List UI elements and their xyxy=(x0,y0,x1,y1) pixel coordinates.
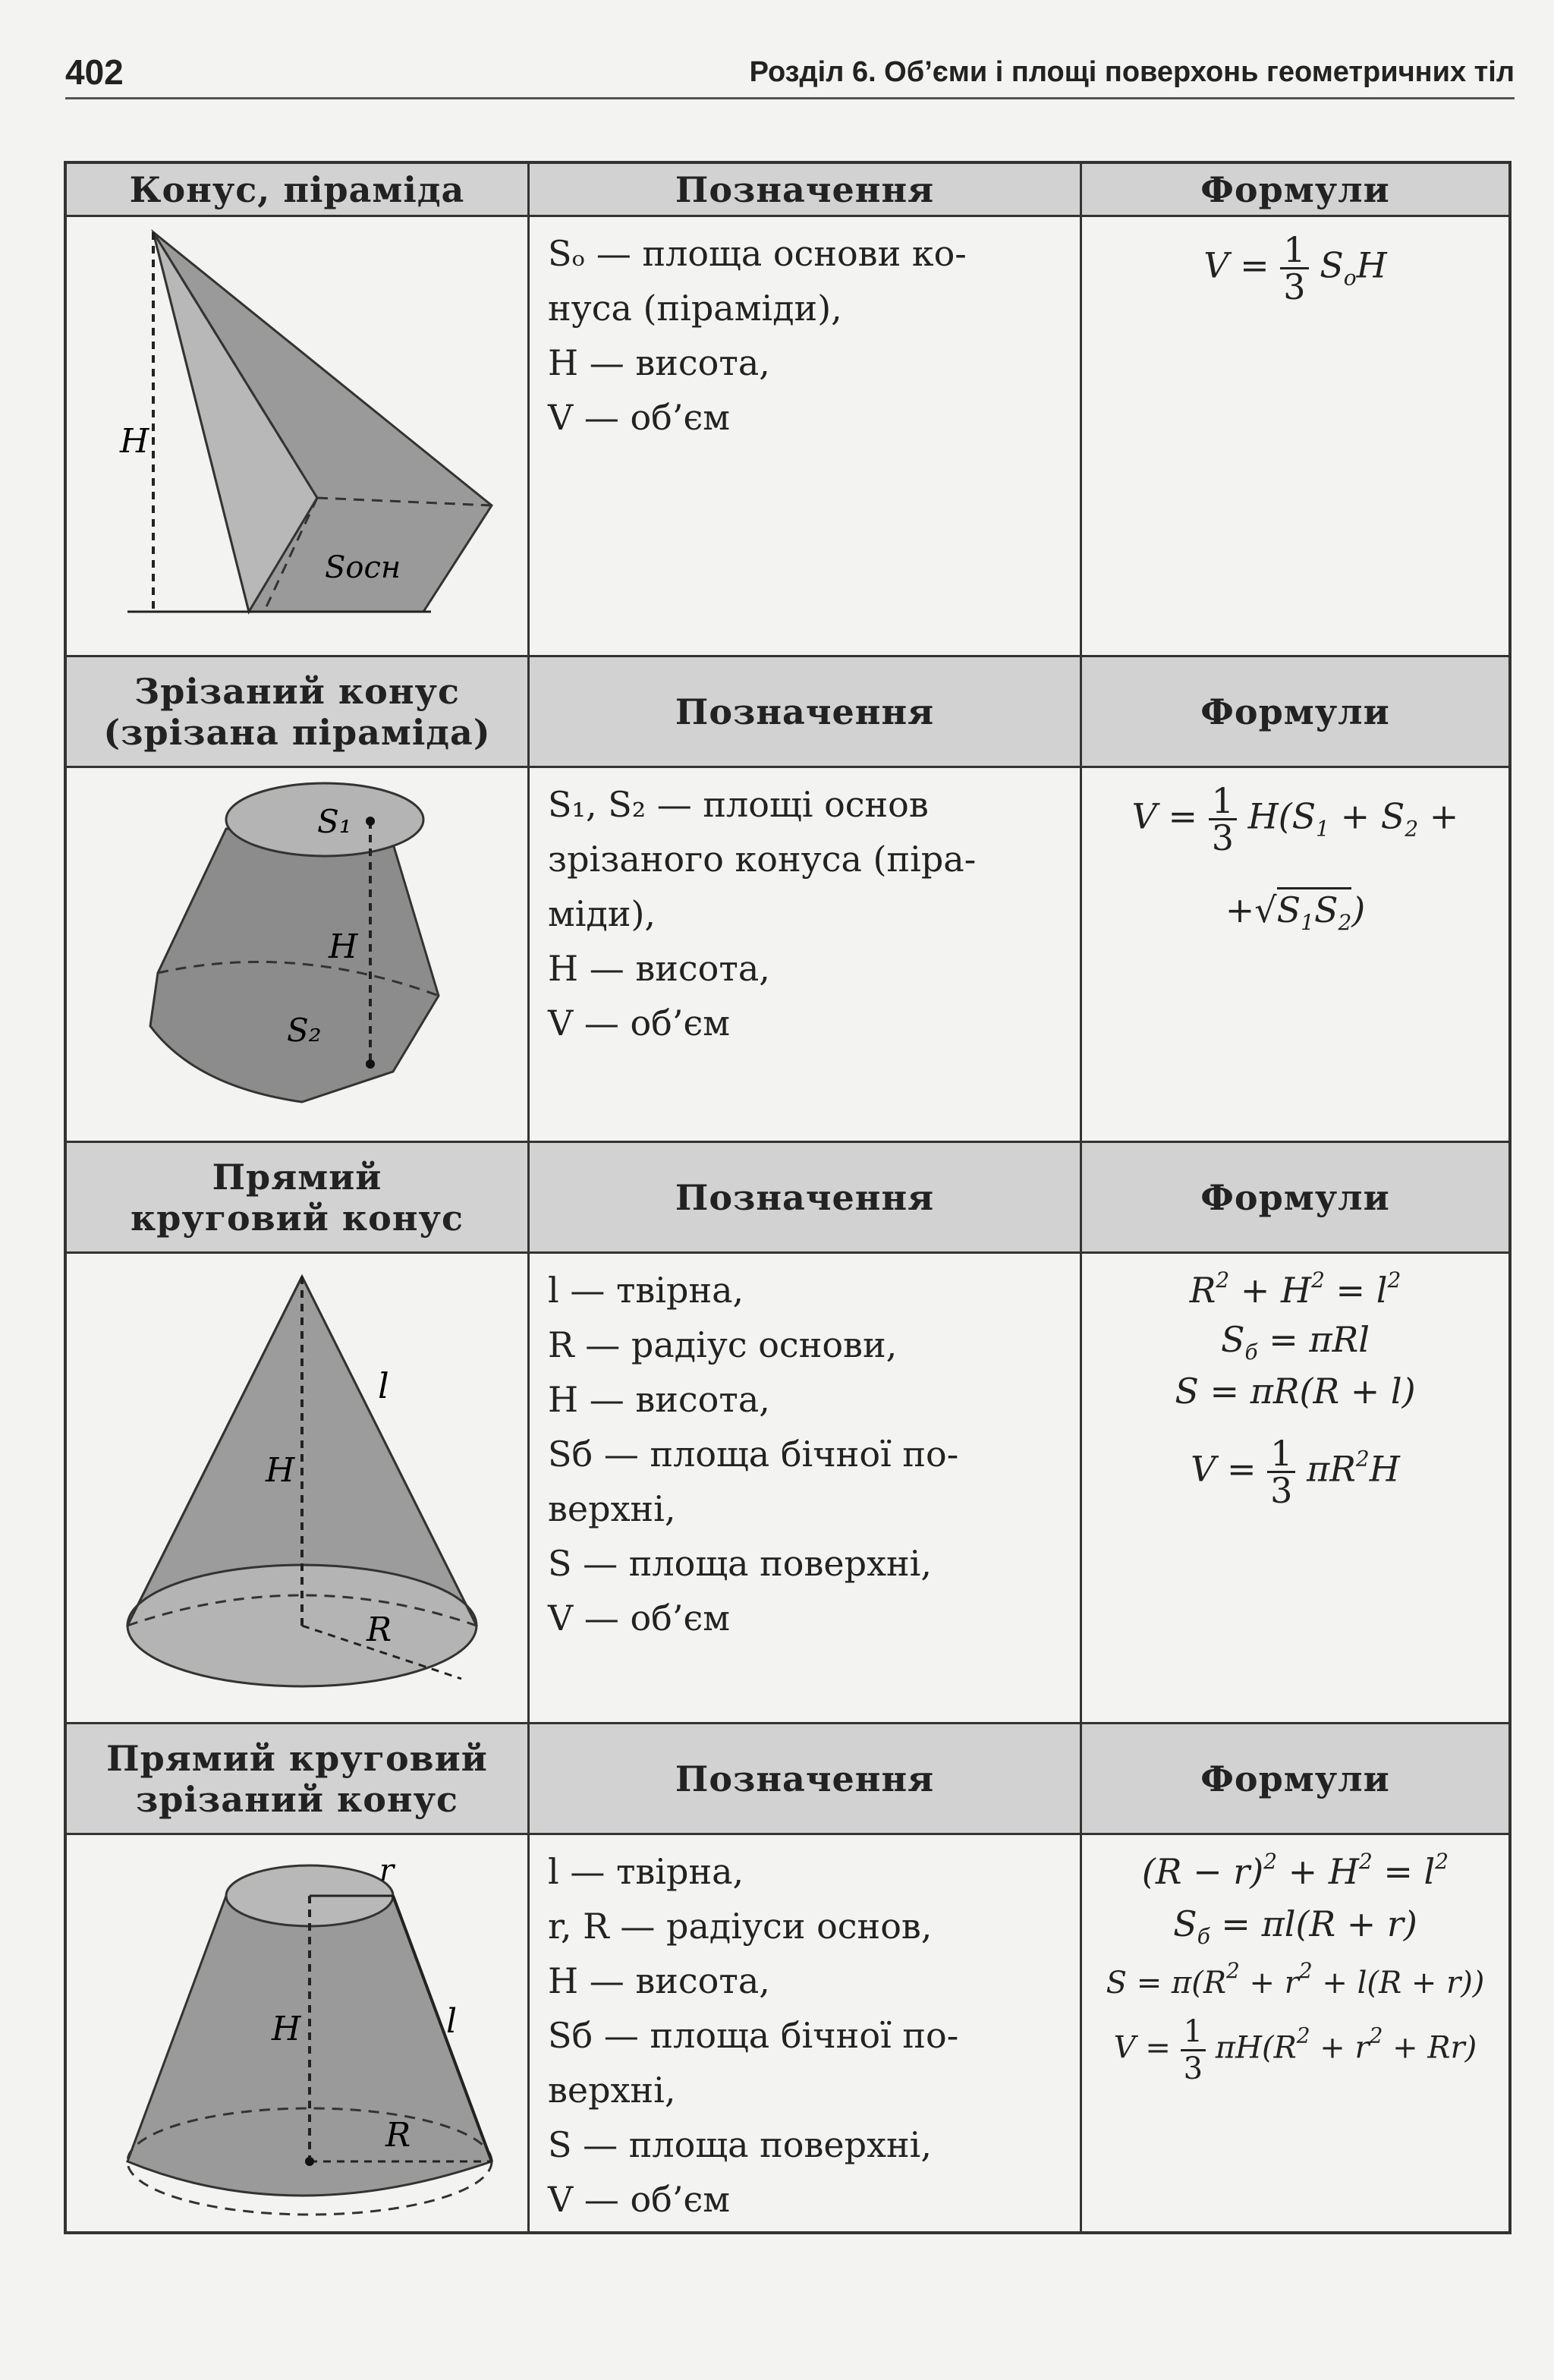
label-h: H xyxy=(329,927,358,966)
designation-line: H — висота, xyxy=(548,948,770,989)
designation-line: S₁, S₂ — площі основ xyxy=(548,784,929,825)
cone-figure xyxy=(67,1254,530,1722)
designation-cell xyxy=(530,1835,1082,2231)
designation-header: Позначення xyxy=(530,1143,1082,1251)
designation-line: міди), xyxy=(548,893,656,934)
label-s2: S₂ xyxy=(287,1012,322,1049)
formula-volume-cont: $+√S_1S_2$) xyxy=(1082,889,1508,935)
label-h: H xyxy=(120,422,149,461)
section-body-row xyxy=(67,1254,1508,1724)
label-l: l xyxy=(446,2002,458,2041)
formula-volume: V = $\frac{1}{3}$ $\pi R^2H$ xyxy=(1191,1433,1400,1511)
page-number: 402 xyxy=(65,52,124,92)
section-title: Прямий круговий зрізаний конус xyxy=(67,1724,530,1833)
designation-line: H — висота, xyxy=(548,342,770,383)
formulas-header: Формули xyxy=(1200,1758,1390,1799)
label-l: l xyxy=(378,1365,389,1406)
label-s-base: Sосн xyxy=(325,550,401,585)
section-header-row xyxy=(67,657,1508,768)
designation-header: Позначення xyxy=(530,657,1082,766)
label-r-small: r xyxy=(379,1853,395,1888)
label-h: H xyxy=(272,2010,301,2048)
formula-volume: V = $\frac{1}{3}$ $\pi H(R^2 + r^2 + Rr)$ xyxy=(1113,2014,1477,2086)
section-title: Прямий круговий конус xyxy=(67,1143,530,1251)
designation-line: V — об’єм xyxy=(548,397,731,438)
designation-line: H — висота, xyxy=(548,1379,770,1420)
formulas-header: Формули xyxy=(1200,691,1390,732)
formula-lateral-area: $S_б = \pi l(R + r)$ xyxy=(1173,1903,1417,1949)
formula-pythagoras: $(R - r)^2 + H^2 = l^2$ xyxy=(1141,1849,1449,1892)
designation-line: R — радіус основи, xyxy=(548,1324,898,1365)
designation-cell xyxy=(530,768,1082,1141)
pyramid-figure xyxy=(67,217,530,655)
formulas-header: Формули xyxy=(1200,1176,1390,1218)
section-header-row xyxy=(67,1724,1508,1835)
section-body-row xyxy=(67,217,1508,657)
formula-cell xyxy=(1082,1254,1508,1722)
label-s1: S₁ xyxy=(317,803,352,840)
frustum-figure xyxy=(67,768,530,1141)
designation-line: S — площа поверхні, xyxy=(548,1543,932,1584)
designation-line: нуса (піраміди), xyxy=(548,288,842,329)
designation-line: V — об’єм xyxy=(548,1598,731,1639)
designation-line: Sб — площа бічної по- xyxy=(548,1434,959,1475)
formula-surface-area: S = πR(R + l) xyxy=(1175,1371,1416,1412)
label-r: R xyxy=(366,1610,392,1649)
designation-cell xyxy=(530,1254,1082,1722)
formula-cell xyxy=(1082,768,1508,1141)
label-h: H xyxy=(266,1451,295,1490)
section-body-row xyxy=(67,768,1508,1143)
section-header-row xyxy=(67,164,1508,217)
truncated-cone-figure xyxy=(67,1835,530,2231)
formula-pythagoras: $R^2 + H^2 = l^2$ xyxy=(1189,1267,1401,1311)
formula-surface-area: $S = \pi(R^2 + r^2 + l(R + r))$ xyxy=(1106,1958,1485,2001)
designation-line: зрізаного конуса (піра- xyxy=(548,839,977,880)
designation-line: верхні, xyxy=(548,2070,676,2111)
formula-lateral-area: $S_б = \pi Rl$ xyxy=(1221,1319,1370,1365)
designation-line: S — площа поверхні, xyxy=(548,2124,932,2165)
designation-line: V — об’єм xyxy=(548,2179,731,2220)
formula-table xyxy=(64,161,1512,2234)
section-header-row xyxy=(67,1143,1508,1254)
designation-line: V — об’єм xyxy=(548,1003,731,1044)
running-title: Розділ 6. Об’єми і площі поверхонь геометричних тіл xyxy=(749,56,1515,88)
designation-line: l — твірна, xyxy=(548,1270,744,1311)
formula-cell xyxy=(1082,1835,1508,2231)
section-title: Конус, піраміда xyxy=(67,164,530,215)
formula-cell xyxy=(1082,217,1508,655)
section-body-row xyxy=(67,1835,1508,2231)
page-header xyxy=(65,52,1515,99)
designation-line: H — висота, xyxy=(548,1960,770,2001)
section-title: Зрізаний конус (зрізана піраміда) xyxy=(67,657,530,766)
designation-line: r, R — радіуси основ, xyxy=(548,1906,933,1947)
designation-line: Sₒ — площа основи ко- xyxy=(548,233,967,274)
formulas-header: Формули xyxy=(1200,168,1390,210)
formula-volume: V = $\frac{1}{3}$ $H(S_1 + S_2$ + xyxy=(1131,780,1459,858)
designation-line: верхні, xyxy=(548,1488,676,1529)
designation-cell xyxy=(530,217,1082,655)
label-r-big: R xyxy=(385,2116,411,2155)
formula-volume: V = $\frac{1}{3}$ $S_oH$ xyxy=(1203,229,1387,307)
designation-header: Позначення xyxy=(530,164,1082,215)
designation-header: Позначення xyxy=(530,1724,1082,1833)
designation-line: Sб — площа бічної по- xyxy=(548,2015,959,2056)
designation-line: l — твірна, xyxy=(548,1851,744,1892)
